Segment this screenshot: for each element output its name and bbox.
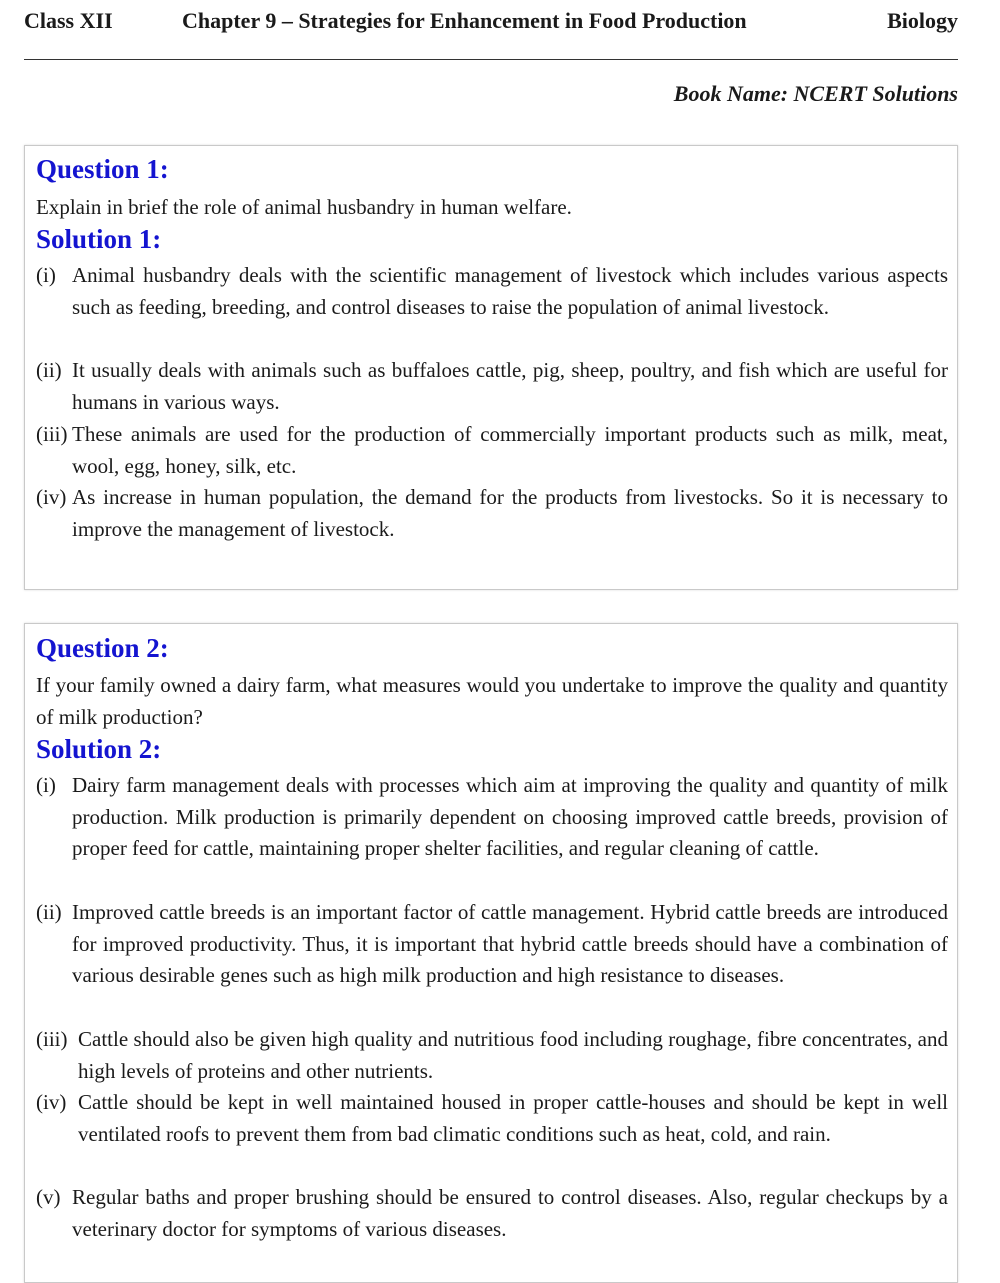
point-text: Animal husbandry deals with the scientific management of livestock which includes various aspects such as feeding, breeding, and control diseases to raise the population of animal livestock. [72, 263, 948, 319]
book-name: Book Name: NCERT Solutions [673, 81, 958, 106]
solution-heading: Solution 1: [36, 224, 162, 254]
point-number: (iv) [36, 485, 67, 509]
solution-point [36, 355, 948, 418]
question-heading: Question 1: [36, 154, 169, 184]
question-text: Explain in brief the role of animal husbandry in human welfare. [36, 195, 572, 219]
solution-point [36, 1087, 948, 1150]
point-text: These animals are used for the production of commercially important products such as milk, meat, wool, egg, honey, silk, etc. [72, 422, 948, 478]
point-number: (i) [36, 773, 56, 797]
page-header [24, 8, 958, 38]
point-number: (iii) [36, 422, 68, 446]
solution-point [36, 770, 948, 865]
point-number: (v) [36, 1185, 61, 1209]
question-text: If your family owned a dairy farm, what measures would you undertake to improve the quality and quantity of milk production? [36, 673, 948, 729]
chapter-title: Chapter 9 – Strategies for Enhancement in Food Production [182, 8, 747, 33]
solution-point [36, 897, 948, 992]
subject-label: Biology [887, 8, 958, 33]
header-divider [24, 59, 958, 60]
solution-point [36, 1182, 948, 1245]
point-text: Cattle should be kept in well maintained housed in proper cattle-houses and should be kept in well ventilated roofs to prevent them from bad climatic conditions such as heat, cold, and rain. [78, 1090, 948, 1146]
solution-point [36, 1024, 948, 1087]
question-heading: Question 2: [36, 633, 169, 663]
solution-point [36, 260, 948, 323]
point-number: (iv) [36, 1090, 67, 1114]
point-number: (i) [36, 263, 56, 287]
point-number: (ii) [36, 358, 62, 382]
solution-point [36, 419, 948, 482]
point-text: Dairy farm management deals with processes which aim at improving the quality and quantity of milk production. Milk production is primarily dependent on choosing improved cattle breeds, provision of proper feed for cattle, maintaining proper shelter facilities, and regular cleaning of cattle. [72, 773, 948, 860]
point-text: Cattle should also be given high quality and nutritious food including roughage, fibre concentrates, and high levels of proteins and other nutrients. [78, 1027, 948, 1083]
solution-heading: Solution 2: [36, 734, 162, 764]
question-box-2 [24, 623, 958, 1283]
point-text: As increase in human population, the demand for the products from livestocks. So it is necessary to improve the management of livestock. [72, 485, 948, 541]
class-label: Class XII [24, 8, 113, 33]
point-text: Regular baths and proper brushing should be ensured to control diseases. Also, regular checkups by a veterinary doctor for symptoms of various diseases. [72, 1185, 948, 1241]
point-text: Improved cattle breeds is an important factor of cattle management. Hybrid cattle breeds are introduced for improved productivity. Thus, it is important that hybrid cattle breeds should have a combination of various desirable genes such as high milk production and high resistance to diseases. [72, 900, 948, 987]
question-box-1 [24, 145, 958, 590]
solution-point [36, 482, 948, 545]
point-number: (ii) [36, 900, 62, 924]
point-text: It usually deals with animals such as buffaloes cattle, pig, sheep, poultry, and fish which are useful for humans in various ways. [72, 358, 948, 414]
point-number: (iii) [36, 1027, 68, 1051]
